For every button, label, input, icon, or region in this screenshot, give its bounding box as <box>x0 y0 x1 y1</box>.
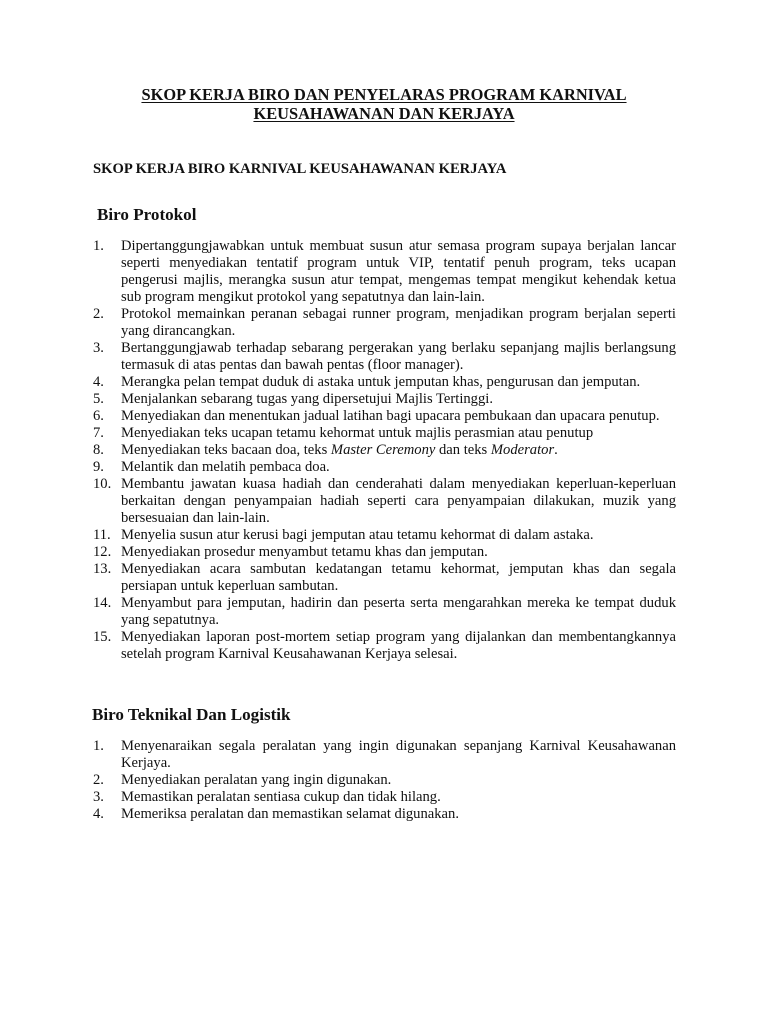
document-title-line-1: SKOP KERJA BIRO DAN PENYELARAS PROGRAM KARNIVAL <box>141 85 627 104</box>
list-item-text: Menyediakan dan menentukan jadual latihan bagi upacara pembukaan dan upacara penutup. <box>121 408 660 424</box>
list-item <box>93 374 676 391</box>
list-item-number: 5. <box>93 391 104 407</box>
list-item-italic-term: Master Ceremony <box>330 442 436 458</box>
list-item <box>93 629 676 663</box>
list-item-italic-term: Moderator <box>490 442 555 458</box>
biro-protokol-list <box>93 238 676 663</box>
list-item <box>93 595 676 629</box>
list-item <box>93 306 676 340</box>
list-item <box>93 544 676 561</box>
list-item <box>93 408 676 425</box>
list-item-text-part: Menyediakan teks bacaan doa, teks <box>121 442 331 458</box>
list-item-number: 4. <box>93 374 104 390</box>
list-item-text: Menyediakan teks ucapan tetamu kehormat untuk majlis perasmian atau penutup <box>121 425 594 441</box>
list-item-number: 3. <box>93 789 104 805</box>
section-heading-biro-protokol: Biro Protokol <box>97 205 197 224</box>
document-subheading: SKOP KERJA BIRO KARNIVAL KEUSAHAWANAN KERJAYA <box>93 161 507 177</box>
list-item-text: Memeriksa peralatan dan memastikan selamat digunakan. <box>121 806 459 822</box>
list-item <box>93 442 676 459</box>
list-item-number: 2. <box>93 772 104 788</box>
list-item-text: Melantik dan melatih pembaca doa. <box>121 459 330 475</box>
biro-teknikal-logistik-list <box>93 738 676 823</box>
list-item-text-part: dan teks <box>435 442 491 458</box>
list-item-number: 7. <box>93 425 104 441</box>
list-item-number: 9. <box>93 459 104 475</box>
list-item-text <box>121 442 558 458</box>
list-item-number: 13. <box>93 561 112 577</box>
list-item <box>93 391 676 408</box>
list-item-text: Menyediakan prosedur menyambut tetamu khas dan jemputan. <box>121 544 488 560</box>
list-item-number: 1. <box>93 238 104 254</box>
list-item-text: Bertanggungjawab terhadap sebarang pergerakan yang berlaku sepanjang majlis berlangsung termasuk di atas pentas dan bawah pentas (floor manager). <box>121 340 676 373</box>
list-item-number: 8. <box>93 442 104 458</box>
list-item-number: 11. <box>93 527 111 543</box>
list-item <box>93 527 676 544</box>
list-item <box>93 772 676 789</box>
list-item-number: 10. <box>93 476 112 492</box>
list-item <box>93 459 676 476</box>
list-item-number: 14. <box>93 595 112 611</box>
list-item-text: Membantu jawatan kuasa hadiah dan cenderahati dalam menyediakan keperluan-keperluan berkaitan dengan penyampaian hadiah seperti cara penyampaian dilakukan, muzik yang bersesuaian dan lain-lain. <box>121 476 676 526</box>
list-item-text: Merangka pelan tempat duduk di astaka untuk jemputan khas, pengurusan dan jemputan. <box>121 374 641 390</box>
list-item <box>93 425 676 442</box>
list-item <box>93 238 676 306</box>
list-item <box>93 476 676 527</box>
list-item-text: Dipertanggungjawabkan untuk membuat susun atur semasa program supaya berjalan lancar seperti menyediakan tentatif program untuk VIP, tentatif penuh program, teks ucapan pengerusi majlis, merangka susun atur tempat, mengemas tempat mengikut kehendak ketua sub program mengikut protokol yang sepatutnya dan lain-lain. <box>121 238 676 305</box>
list-item <box>93 789 676 806</box>
list-item-text: Menyediakan peralatan yang ingin digunakan. <box>121 772 392 788</box>
list-item-number: 1. <box>93 738 104 754</box>
list-item <box>93 340 676 374</box>
list-item-text: Memastikan peralatan sentiasa cukup dan tidak hilang. <box>121 789 441 805</box>
list-item-text-part: . <box>554 442 558 458</box>
document-title-line-2: KEUSAHAWANAN DAN KERJAYA <box>253 104 515 123</box>
list-item-number: 2. <box>93 306 104 322</box>
list-item-text: Menjalankan sebarang tugas yang dipersetujui Majlis Tertinggi. <box>121 391 493 407</box>
list-item <box>93 806 676 823</box>
list-item-text: Protokol memainkan peranan sebagai runner program, menjadikan program berjalan seperti yang dirancangkan. <box>121 306 676 339</box>
document-title <box>90 85 678 123</box>
list-item-number: 15. <box>93 629 112 645</box>
list-item-text: Menyambut para jemputan, hadirin dan peserta serta mengarahkan mereka ke tempat duduk yang sepatutnya. <box>121 595 676 628</box>
list-item <box>93 738 676 772</box>
list-item-number: 12. <box>93 544 112 560</box>
list-item-text: Menyenaraikan segala peralatan yang ingin digunakan sepanjang Karnival Keusahawanan Kerjaya. <box>121 738 676 771</box>
list-item-number: 4. <box>93 806 104 822</box>
list-item-text: Menyelia susun atur kerusi bagi jemputan atau tetamu kehormat di dalam astaka. <box>121 527 594 543</box>
section-heading-biro-teknikal-logistik: Biro Teknikal Dan Logistik <box>92 705 291 724</box>
list-item-text: Menyediakan laporan post-mortem setiap program yang dijalankan dan membentangkannya setelah program Karnival Keusahawanan Kerjaya selesai. <box>121 629 676 662</box>
list-item <box>93 561 676 595</box>
list-item-number: 3. <box>93 340 104 356</box>
list-item-text: Menyediakan acara sambutan kedatangan tetamu kehormat, jemputan khas dan segala persiapan untuk keperluan sambutan. <box>121 561 676 594</box>
list-item-number: 6. <box>93 408 104 424</box>
